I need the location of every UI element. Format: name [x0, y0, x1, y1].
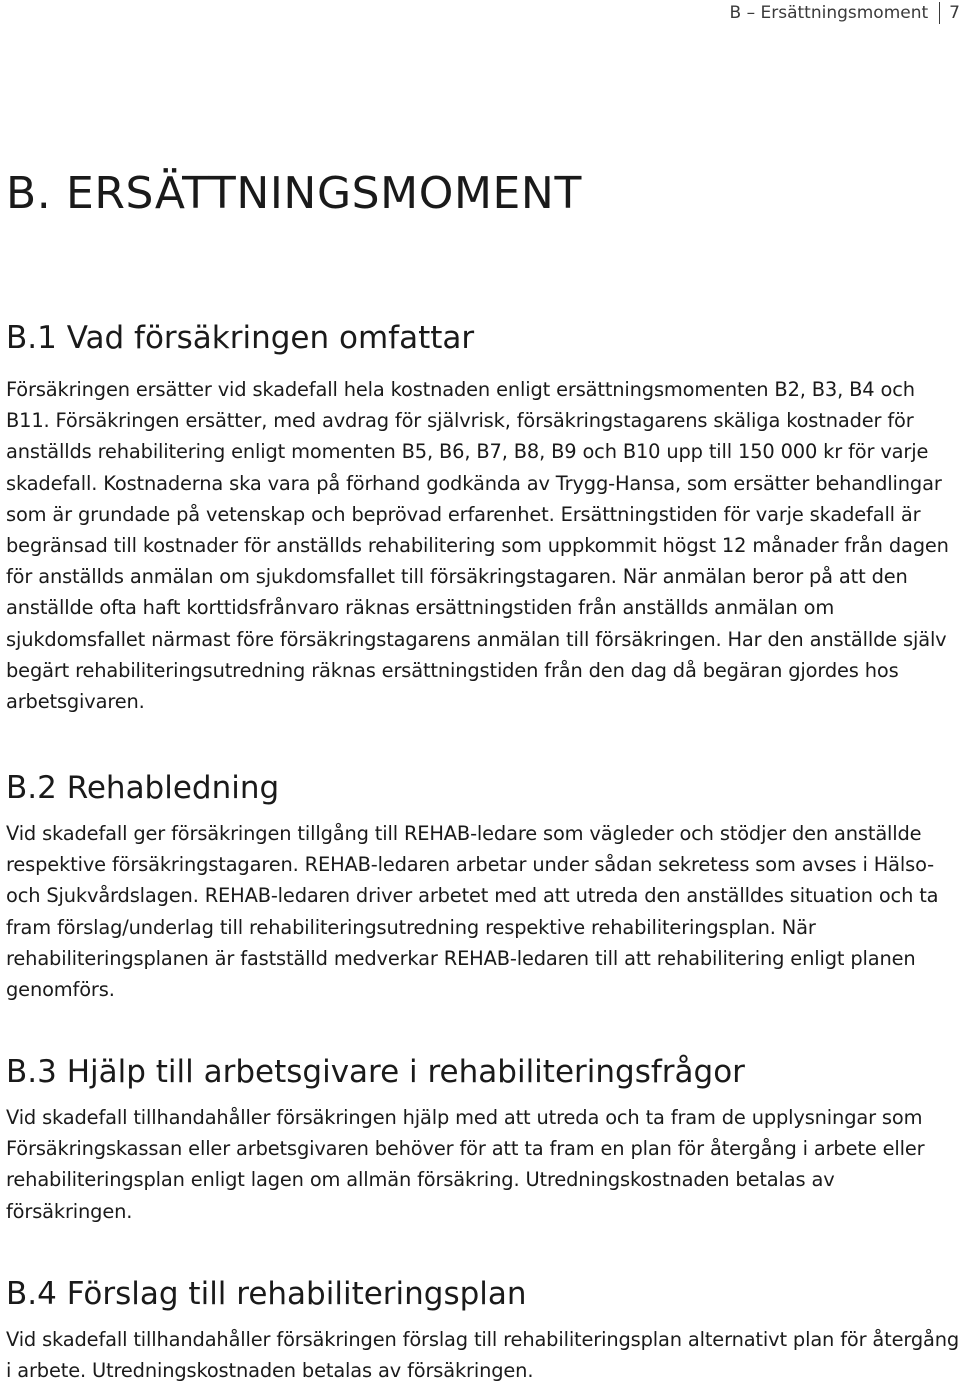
- section-heading: B.1 Vad försäkringen omfattar: [6, 320, 475, 356]
- section-heading: B.2 Rehabledning: [6, 770, 280, 806]
- header-section-label: B – Ersättningsmoment: [729, 3, 929, 23]
- section-heading: B.3 Hjälp till arbetsgivare i rehabiliteringsfrågor: [6, 1054, 745, 1090]
- header-divider: [939, 2, 940, 24]
- section-body: Försäkringen ersätter vid skadefall hela kostnaden enligt ersättningsmomenten B2, B3, B4 och B11. Försäkringen ersätter, med avdrag för självrisk, försäkringstagarens skäliga kostnader för anställds rehabilitering enligt momenten B5, B6, B7, B8, B9 och B10 upp till 150 000 kr för varje skadefall. Kostnaderna ska vara på förhand godkända av Trygg-Hansa, som ersätter behandlingar som är grundade på vetenskap och beprövad erfarenhet. Ersättningstiden för varje skadefall är begränsad till kostnader för anställds rehabilitering som uppkommit högst 12 månader från dagen för anställds anmälan om sjukdomsfallet till försäkringstagaren. När anmälan beror på att den anställde ofta haft korttidsfrånvaro räknas ersättningstiden från anställds anmälan om sjukdomsfallet närmast före försäkringstagarens anmälan till försäkringen. Har den anställde själv begärt rehabiliteringsutredning räknas ersättningstiden från den dag då begäran gjordes hos arbetsgivaren.: [6, 378, 949, 714]
- section-b4: [6, 1274, 960, 1386]
- section-b3: [6, 1052, 960, 1227]
- section-body: Vid skadefall tillhandahåller försäkringen hjälp med att utreda och ta fram de upplysningar som Försäkringskassan eller arbetsgivaren behöver för att ta fram en plan för återgång i arbete eller rehabiliteringsplan enligt lagen om allmän försäkring. Utredningskostnaden betalas av försäkringen.: [6, 1106, 925, 1223]
- page-title: B. ERSÄTTNINGSMOMENT: [6, 168, 582, 219]
- section-heading: B.4 Förslag till rehabiliteringsplan: [6, 1276, 527, 1312]
- section-body: Vid skadefall ger försäkringen tillgång till REHAB-ledare som vägleder och stödjer den anställde respektive försäkringstagaren. REHAB-ledaren arbetar under sådan sekretess som avses i Hälso- och Sjukvårdslagen. REHAB-ledaren driver arbetet med att utreda den anställdes situation och ta fram förslag/underlag till rehabiliteringsutredning respektive rehabiliteringsplan. När rehabiliteringsplanen är fastställd medverkar REHAB-ledaren till att rehabilitering enligt planen genomförs.: [6, 822, 939, 1002]
- header-page-number: 7: [949, 3, 960, 23]
- running-header: [730, 0, 960, 26]
- section-b1: [6, 318, 960, 717]
- section-body: Vid skadefall tillhandahåller försäkringen förslag till rehabiliteringsplan alternativt plan för återgång i arbete. Utredningskostnaden betalas av försäkringen.: [6, 1328, 960, 1383]
- section-b2: [6, 768, 960, 1005]
